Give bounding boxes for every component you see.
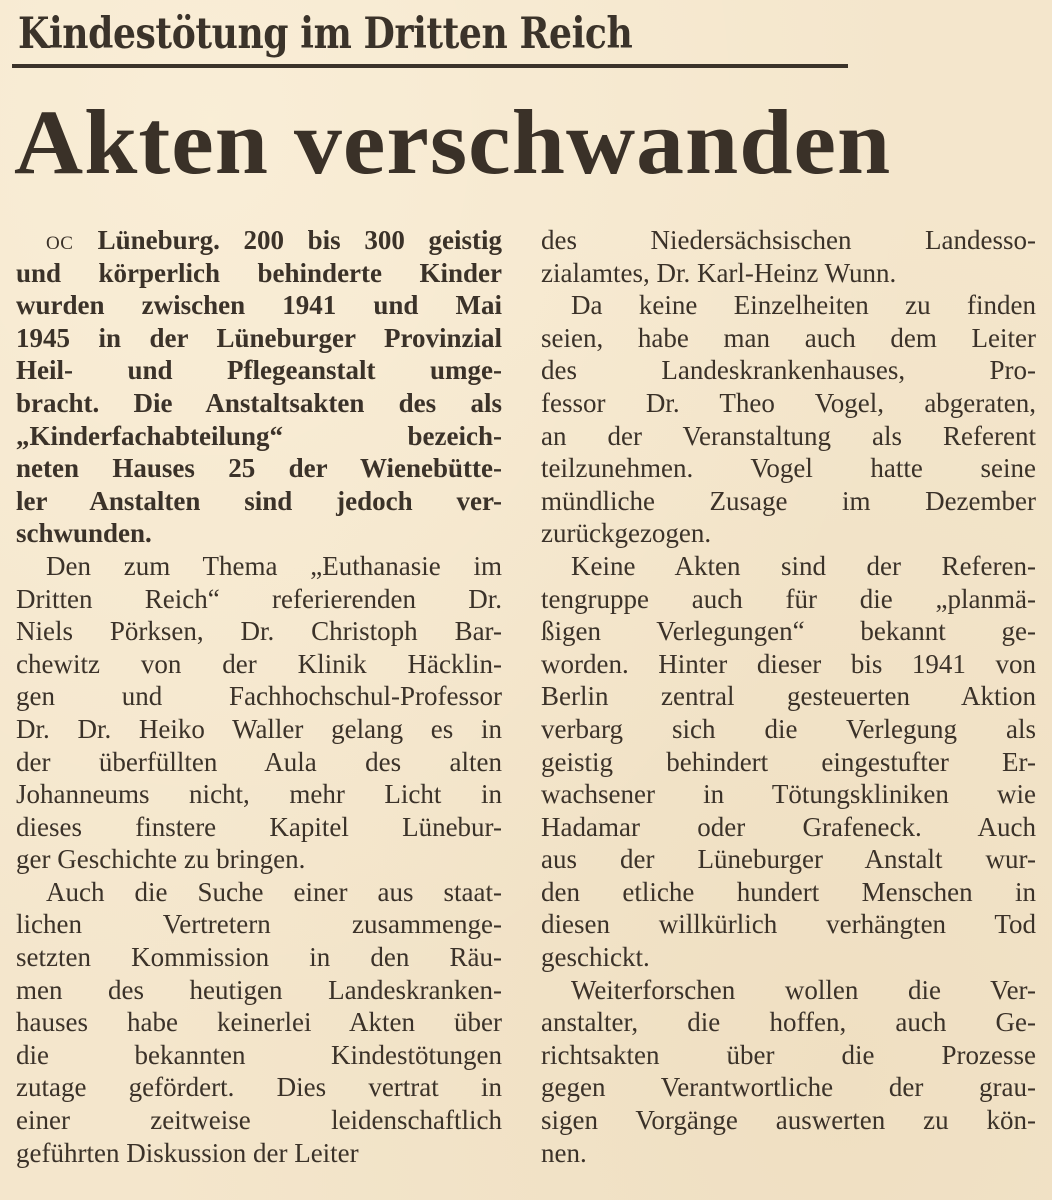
text-line: des Niedersächsischen Landesso-	[541, 225, 1036, 255]
text-line: oc Lüneburg. 200 bis 300 geistig	[46, 225, 502, 255]
text-line: die bekannten Kindestötungen	[16, 1039, 502, 1070]
text-line: an der Veranstaltung als Referent	[541, 420, 1036, 451]
text-line: der überfüllten Aula des alten	[16, 746, 502, 777]
text-line: chewitz von der Klinik Häcklin-	[16, 648, 502, 679]
text-line: zurückgezogen.	[541, 518, 712, 549]
text-line: lichen Vertretern zusammenge-	[16, 909, 502, 940]
text-line: Dritten Reich“ referierenden Dr.	[16, 583, 502, 614]
text-line: men des heutigen Landeskranken-	[16, 974, 502, 1005]
body-paragraph	[541, 974, 1036, 1170]
text-line: dieses finstere Kapitel Lünebur-	[16, 811, 502, 842]
body-paragraph	[541, 289, 1036, 550]
text-line: Berlin zentral gesteuerten Aktion	[541, 681, 1036, 712]
body-paragraph	[16, 876, 502, 1169]
text-line: Johanneums nicht, mehr Licht in	[16, 779, 502, 810]
text-line: Da keine Einzelheiten zu finden	[571, 290, 1036, 321]
text-line: einer zeitweise leidenschaftlich	[16, 1105, 502, 1136]
text-line: gegen Verantwortliche der grau-	[541, 1072, 1036, 1103]
text-line: 1945 in der Lüneburger Provinzial	[16, 322, 502, 353]
body-paragraph	[16, 550, 502, 876]
text-line: neten Hauses 25 der Wienebütte-	[16, 453, 502, 484]
text-line: anstalter, die hoffen, auch Ge-	[541, 1007, 1036, 1038]
text-line: worden. Hinter dieser bis 1941 von	[541, 648, 1036, 679]
body-paragraph	[541, 550, 1036, 974]
lead-paragraph	[16, 224, 502, 550]
text-line: Den zum Thema „Euthanasie im	[46, 550, 502, 581]
text-line: setzten Kommission in den Räu-	[16, 942, 502, 973]
article-body	[16, 224, 1036, 1169]
text-line: den etliche hundert Menschen in	[541, 876, 1036, 907]
text-line: geführten Diskussion der Leiter	[16, 1137, 359, 1168]
text-line: Keine Akten sind der Referen-	[571, 550, 1036, 581]
text-line: tengruppe auch für die „planmä-	[541, 583, 1036, 614]
column-right	[541, 224, 1036, 1169]
text-line: Heil- und Pflegeanstalt umge-	[16, 355, 502, 386]
text-line: richtsakten über die Prozesse	[541, 1039, 1036, 1070]
headline: Akten verschwanden	[14, 91, 892, 193]
text-line: Niels Pörksen, Dr. Christoph Bar-	[16, 616, 502, 647]
text-line: nen.	[541, 1137, 587, 1168]
text-line: wurden zwischen 1941 und Mai	[16, 290, 502, 321]
text-line: ler Anstalten sind jedoch ver-	[16, 485, 502, 516]
text-line: aus der Lüneburger Anstalt wur-	[541, 844, 1036, 875]
column-left	[16, 224, 502, 1169]
text-line: hauses habe keinerlei Akten über	[16, 1007, 502, 1038]
text-line: mündliche Zusage im Dezember	[541, 485, 1036, 516]
body-paragraph	[541, 224, 1036, 289]
text-line: bracht. Die Anstaltsakten des als	[16, 387, 502, 418]
text-line: seien, habe man auch dem Leiter	[541, 322, 1036, 353]
text-line: Auch die Suche einer aus staat-	[46, 876, 502, 907]
text-line: verbarg sich die Verlegung als	[541, 713, 1036, 744]
text-line: „Kinderfachabteilung“ bezeich-	[16, 420, 502, 451]
text-line: geschickt.	[541, 942, 650, 973]
text-line: zialamtes, Dr. Karl-Heinz Wunn.	[541, 257, 897, 288]
text-line: Weiterforschen wollen die Ver-	[571, 974, 1036, 1005]
text-line: und körperlich behinderte Kinder	[16, 257, 502, 288]
text-line: teilzunehmen. Vogel hatte seine	[541, 453, 1036, 484]
text-line: Dr. Dr. Heiko Waller gelang es in	[16, 713, 502, 744]
text-line: ger Geschichte zu bringen.	[16, 844, 306, 875]
text-line: schwunden.	[16, 518, 152, 549]
kicker-topline: Kindestötung im Dritten Reich	[18, 9, 633, 59]
text-line: geistig behindert eingestufter Er-	[541, 746, 1036, 777]
text-line: diesen willkürlich verhängten Tod	[541, 909, 1036, 940]
author-initials: oc	[46, 225, 98, 255]
text-line: sigen Vorgänge auswerten zu kön-	[541, 1105, 1036, 1136]
text-line: zutage gefördert. Dies vertrat in	[16, 1072, 502, 1103]
kicker-underline-rule	[12, 64, 848, 68]
text-line: ßigen Verlegungen“ bekannt ge-	[541, 616, 1036, 647]
text-line: gen und Fachhochschul-Professor	[16, 681, 502, 712]
text-line: wachsener in Tötungskliniken wie	[541, 779, 1036, 810]
text-line: des Landeskrankenhauses, Pro-	[541, 355, 1036, 386]
text-line: fessor Dr. Theo Vogel, abgeraten,	[541, 387, 1036, 418]
text-line: Hadamar oder Grafeneck. Auch	[541, 811, 1036, 842]
